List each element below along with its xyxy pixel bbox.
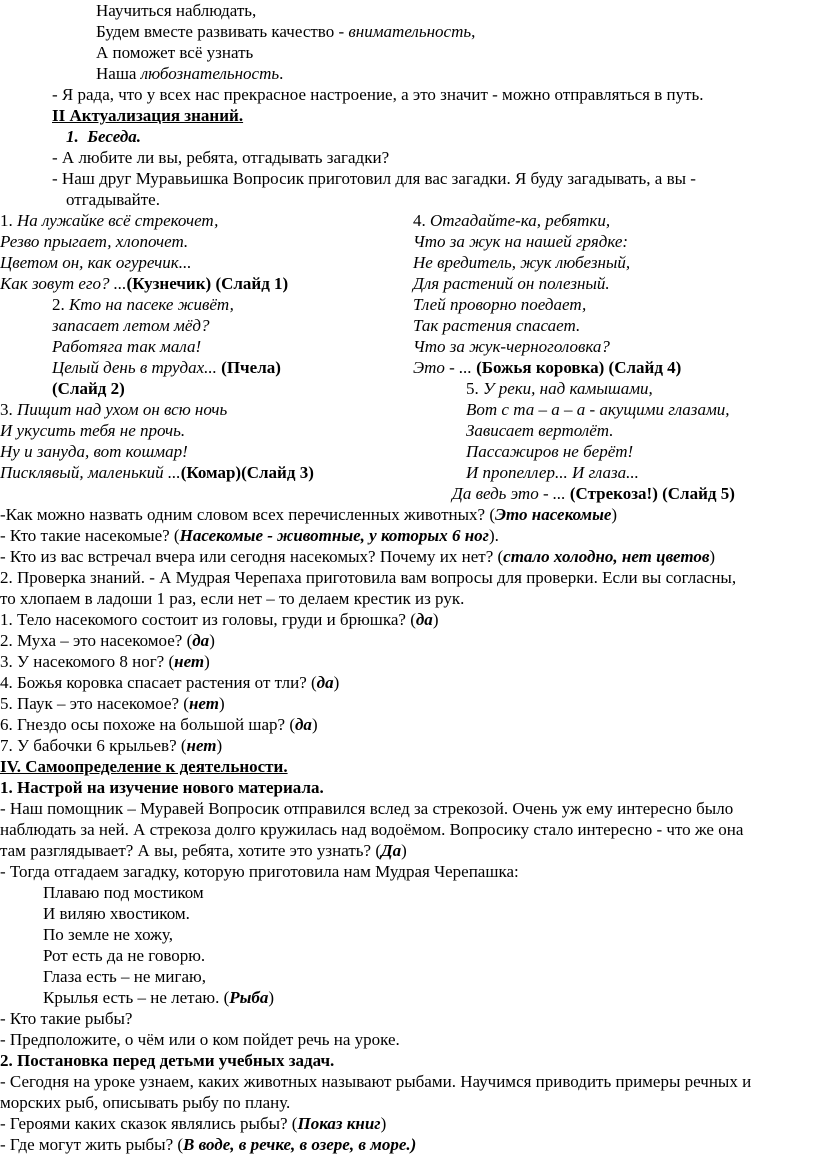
riddle-2-line: Работяга так мала! [52,337,202,356]
question-line: - А любите ли вы, ребята, отгадывать загадки? [52,148,390,167]
check-question: 6. Гнездо осы похоже на большой шар? (да) [0,715,318,734]
riddle-4-line: 4. Отгадайте-ка, ребятки, [413,211,611,230]
fish-riddle-line: Крылья есть – не летаю. (Рыба) [43,988,275,1007]
check-question: 7. У бабочки 6 крыльев? (нет) [0,736,223,755]
riddle-4-line: Не вредитель, жук любезный, [413,253,631,272]
teacher-line: - Я рада, что у всех нас прекрасное настроение, а это значит - можно отправляться в путь. [52,85,704,104]
riddle-2-line: запасает летом мёд? [52,316,210,335]
riddle-1-line: Как зовут его? ...(Кузнечик) (Слайд 1) [0,274,289,293]
riddle-5-line: Вот с та – а – а - акущими глазами, [466,400,730,419]
subsection-title: 1. Настрой на изучение нового материала. [0,778,324,797]
check-question: 2. Муха – это насекомое? (да) [0,631,215,650]
riddle-5-line: Зависает вертолёт. [466,421,614,440]
paragraph-line: морских рыб, описывать рыбу по плану. [0,1093,291,1112]
question-line: - Предположите, о чём или о ком пойдет речь на уроке. [0,1030,400,1049]
discussion-line: - Кто из вас встречал вчера или сегодня насекомых? Почему их нет? (стало холодно, нет цветов) [0,547,716,566]
fish-riddle-line: Рот есть да не говорю. [43,946,206,965]
check-question: 1. Тело насекомого состоит из головы, груди и брюшка? (да) [0,610,439,629]
paragraph-line: там разглядывает? А вы, ребята, хотите это узнать? (Да) [0,841,407,860]
question-line: - Наш друг Муравьишка Вопросик приготовил для вас загадки. Я буду загадывать, а вы - [52,169,696,188]
riddle-4-line: Это - ... (Божья коровка) (Слайд 4) [413,358,682,377]
check-question: 5. Паук – это насекомое? (нет) [0,694,225,713]
poem-line: А поможет всё узнать [96,43,254,62]
fish-riddle-line: Плаваю под мостиком [43,883,204,902]
riddle-5-line: Пассажиров не берёт! [466,442,634,461]
paragraph-line: - Тогда отгадаем загадку, которую приготовила нам Мудрая Черепашка: [0,862,519,881]
riddle-2-line: Целый день в трудах... (Пчела) [52,358,281,377]
check-question: 3. У насекомого 8 ног? (нет) [0,652,210,671]
section-heading: II Актуализация знаний. [52,106,244,125]
check-intro: то хлопаем в ладоши 1 раз, если нет – то делаем крестик из рук. [0,589,465,608]
check-question: 4. Божья коровка спасает растения от тли? (да) [0,673,340,692]
section-heading: IV. Самоопределение к деятельности. [0,757,288,776]
riddle-4-line: Что за жук-черноголовка? [413,337,610,356]
question-line: - Кто такие рыбы? [0,1009,133,1028]
riddle-3-line: 3. Пищит над ухом он всю ночь [0,400,228,419]
riddle-4-line: Для растений он полезный. [413,274,610,293]
riddle-1-line: Резво прыгает, хлопочет. [0,232,189,251]
poem-line: Научиться наблюдать, [96,1,257,20]
fish-riddle-line: По земле не хожу, [43,925,173,944]
subsection-title: 2. Постановка перед детьми учебных задач. [0,1051,335,1070]
riddle-4-line: Что за жук на нашей грядке: [413,232,629,251]
paragraph-line: - Сегодня на уроке узнаем, каких животных называют рыбами. Научимся приводить примеры речных и [0,1072,752,1091]
subsection-title: 1. Беседа. [66,127,141,146]
riddle-5-line: Да ведь это - ... (Стрекоза!) (Слайд 5) [452,484,735,503]
riddle-4-line: Тлей проворно поедает, [413,295,587,314]
fish-riddle-line: И виляю хвостиком. [43,904,190,923]
paragraph-line: - Героями каких сказок являлись рыбы? (Показ книг) [0,1114,387,1133]
poem-line: Наша любознательность. [96,64,284,83]
riddle-1-line: Цветом он, как огуречик... [0,253,192,272]
riddle-3-line: Писклявый, маленький ...(Комар)(Слайд 3) [0,463,314,482]
paragraph-line: - Где могут жить рыбы? (В воде, в речке, в озере, в море.) [0,1135,417,1154]
riddle-2-line: 2. Кто на пасеке живёт, [52,295,234,314]
riddle-2-slide: (Слайд 2) [52,379,125,398]
paragraph-line: наблюдать за ней. А стрекоза долго кружилась над водоёмом. Вопросику стало интересно - что же она [0,820,744,839]
check-intro: 2. Проверка знаний. - А Мудрая Черепаха приготовила вам вопросы для проверки. Если вы согласны, [0,568,737,587]
discussion-line: - Кто такие насекомые? (Насекомые - животные, у которых 6 ног). [0,526,499,545]
paragraph-line: - Наш помощник – Муравей Вопросик отправился вслед за стрекозой. Очень уж ему интересно было [0,799,734,818]
riddle-3-line: И укусить тебя не прочь. [0,421,186,440]
riddle-1-line: 1. На лужайке всё стрекочет, [0,211,219,230]
riddle-5-line: 5. У реки, над камышами, [466,379,653,398]
riddle-5-line: И пропеллер... И глаза... [466,463,639,482]
riddle-4-line: Так растения спасает. [413,316,581,335]
fish-riddle-line: Глаза есть – не мигаю, [43,967,207,986]
riddle-3-line: Ну и зануда, вот кошмар! [0,442,188,461]
discussion-line: -Как можно назвать одним словом всех перечисленных животных? (Это насекомые) [0,505,618,524]
question-line: отгадывайте. [66,190,160,209]
poem-line: Будем вместе развивать качество - внимательность, [96,22,476,41]
